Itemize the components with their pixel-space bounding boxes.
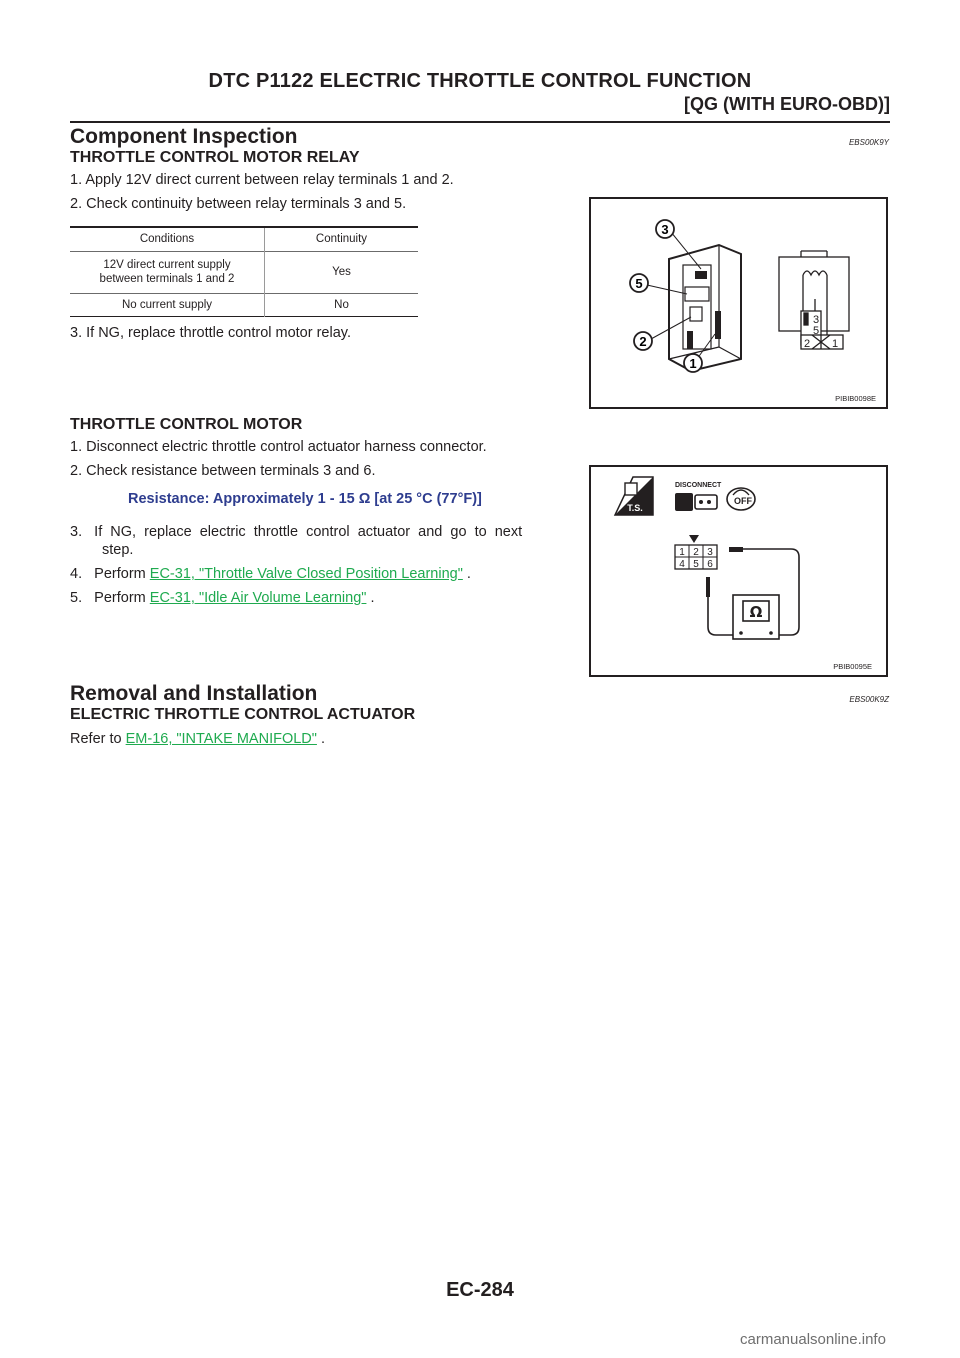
callout-2 [634,332,652,350]
motor-step-3-line-1: 3. If NG, replace electric throttle control actuator and go to next [70,524,523,540]
relay-figure [589,197,888,409]
link-throttle-valve-learning[interactable]: EC-31, "Throttle Valve Closed Position Learning" [149,566,463,582]
relay-heading: THROTTLE CONTROL MOTOR RELAY [70,149,360,166]
callout-5 [630,274,648,292]
ts-icon [615,477,653,515]
link-idle-air-volume-learning[interactable]: EC-31, "Idle Air Volume Learning" [149,590,367,606]
ignition-off-icon [727,488,755,510]
header-rule [70,121,890,123]
table-header-row [70,227,418,251]
pin-2: 2 [693,547,699,558]
relay-illustration [591,199,886,407]
table-header-continuity: Continuity [315,233,368,246]
svg-text:1: 1 [689,356,697,371]
step-5-prefix: 5. Perform [70,590,150,606]
section-title-component-inspection: Component Inspection [70,125,298,148]
table-cell-condition: 12V direct current supply between terminals 1 and 2 [70,251,265,293]
section-title-removal: Removal and Installation [70,682,318,705]
motor-step-2: 2. Check resistance between terminals 3 and 6. [70,463,376,479]
pin-1: 1 [679,547,685,558]
refer-line [70,730,325,748]
motor-figure-code: PBIB0095E [833,662,872,671]
continuity-table-wrap [70,226,418,317]
svg-text:OFF: OFF [734,496,752,506]
section-code-removal: EBS00K9Z [849,695,889,704]
svg-text:T.S.: T.S. [627,503,643,513]
motor-heading: THROTTLE CONTROL MOTOR [70,416,303,433]
schematic-label-1: 1 [832,338,839,350]
step-4-prefix: 4. Perform [70,566,150,582]
refer-suffix: . [316,731,325,747]
motor-step-4 [70,565,471,583]
ohmmeter [733,595,779,639]
pin-5: 5 [693,559,699,570]
continuity-table [70,226,418,317]
watermark: carmanualsonline.info [740,1331,886,1348]
callout-1 [684,354,702,372]
pin-4: 4 [679,559,685,570]
pin-3: 3 [707,547,713,558]
table-cell-continuity: Yes [332,266,351,278]
svg-text:DISCONNECT: DISCONNECT [675,482,722,489]
relay-step-3: 3. If NG, replace throttle control motor relay. [70,325,351,341]
page-title: DTC P1122 ELECTRIC THROTTLE CONTROL FUNCTION [208,70,752,92]
motor-step-5 [70,589,374,607]
callout-3 [656,220,674,238]
table-header-conditions: Conditions [70,227,265,251]
refer-prefix: Refer to [70,731,126,747]
harness-connector [675,535,717,570]
schematic-label-2: 2 [804,338,811,350]
resistance-spec: Resistance: Approximately 1 - 15 Ω [at 25 °C (77°F)] [128,491,482,507]
svg-text:3: 3 [661,222,669,237]
schematic-label-5: 5 [813,325,820,337]
motor-figure [589,465,888,677]
table-cell-continuity: No [334,298,349,311]
motor-step-3-line-2: step. [102,542,134,558]
pin-6: 6 [707,559,713,570]
motor-illustration [591,467,886,675]
actuator-heading: ELECTRIC THROTTLE CONTROL ACTUATOR [70,706,416,723]
table-row [70,293,418,316]
disconnect-icon [675,482,722,511]
table-cell-condition: No current supply [70,293,265,316]
step-4-suffix: . [462,566,471,582]
page-number: EC-284 [446,1279,514,1301]
ohm-icon: Ω [749,603,763,621]
relay-step-2: 2. Check continuity between relay terminals 3 and 5. [70,196,407,212]
step-5-suffix: . [366,590,375,606]
section-code-component-inspection: EBS00K9Y [848,138,889,147]
page-subtitle: [QG (WITH EURO-OBD)] [684,94,890,114]
link-intake-manifold[interactable]: EM-16, "INTAKE MANIFOLD" [125,731,317,747]
svg-text:2: 2 [639,334,647,349]
motor-step-1: 1. Disconnect electric throttle control actuator harness connector. [70,439,487,455]
relay-figure-code: PIBIB0098E [835,394,876,403]
svg-text:5: 5 [635,276,643,291]
relay-step-1: 1. Apply 12V direct current between relay terminals 1 and 2. [70,172,454,188]
table-row [70,251,418,293]
schematic-label-3: 3 [813,314,820,326]
